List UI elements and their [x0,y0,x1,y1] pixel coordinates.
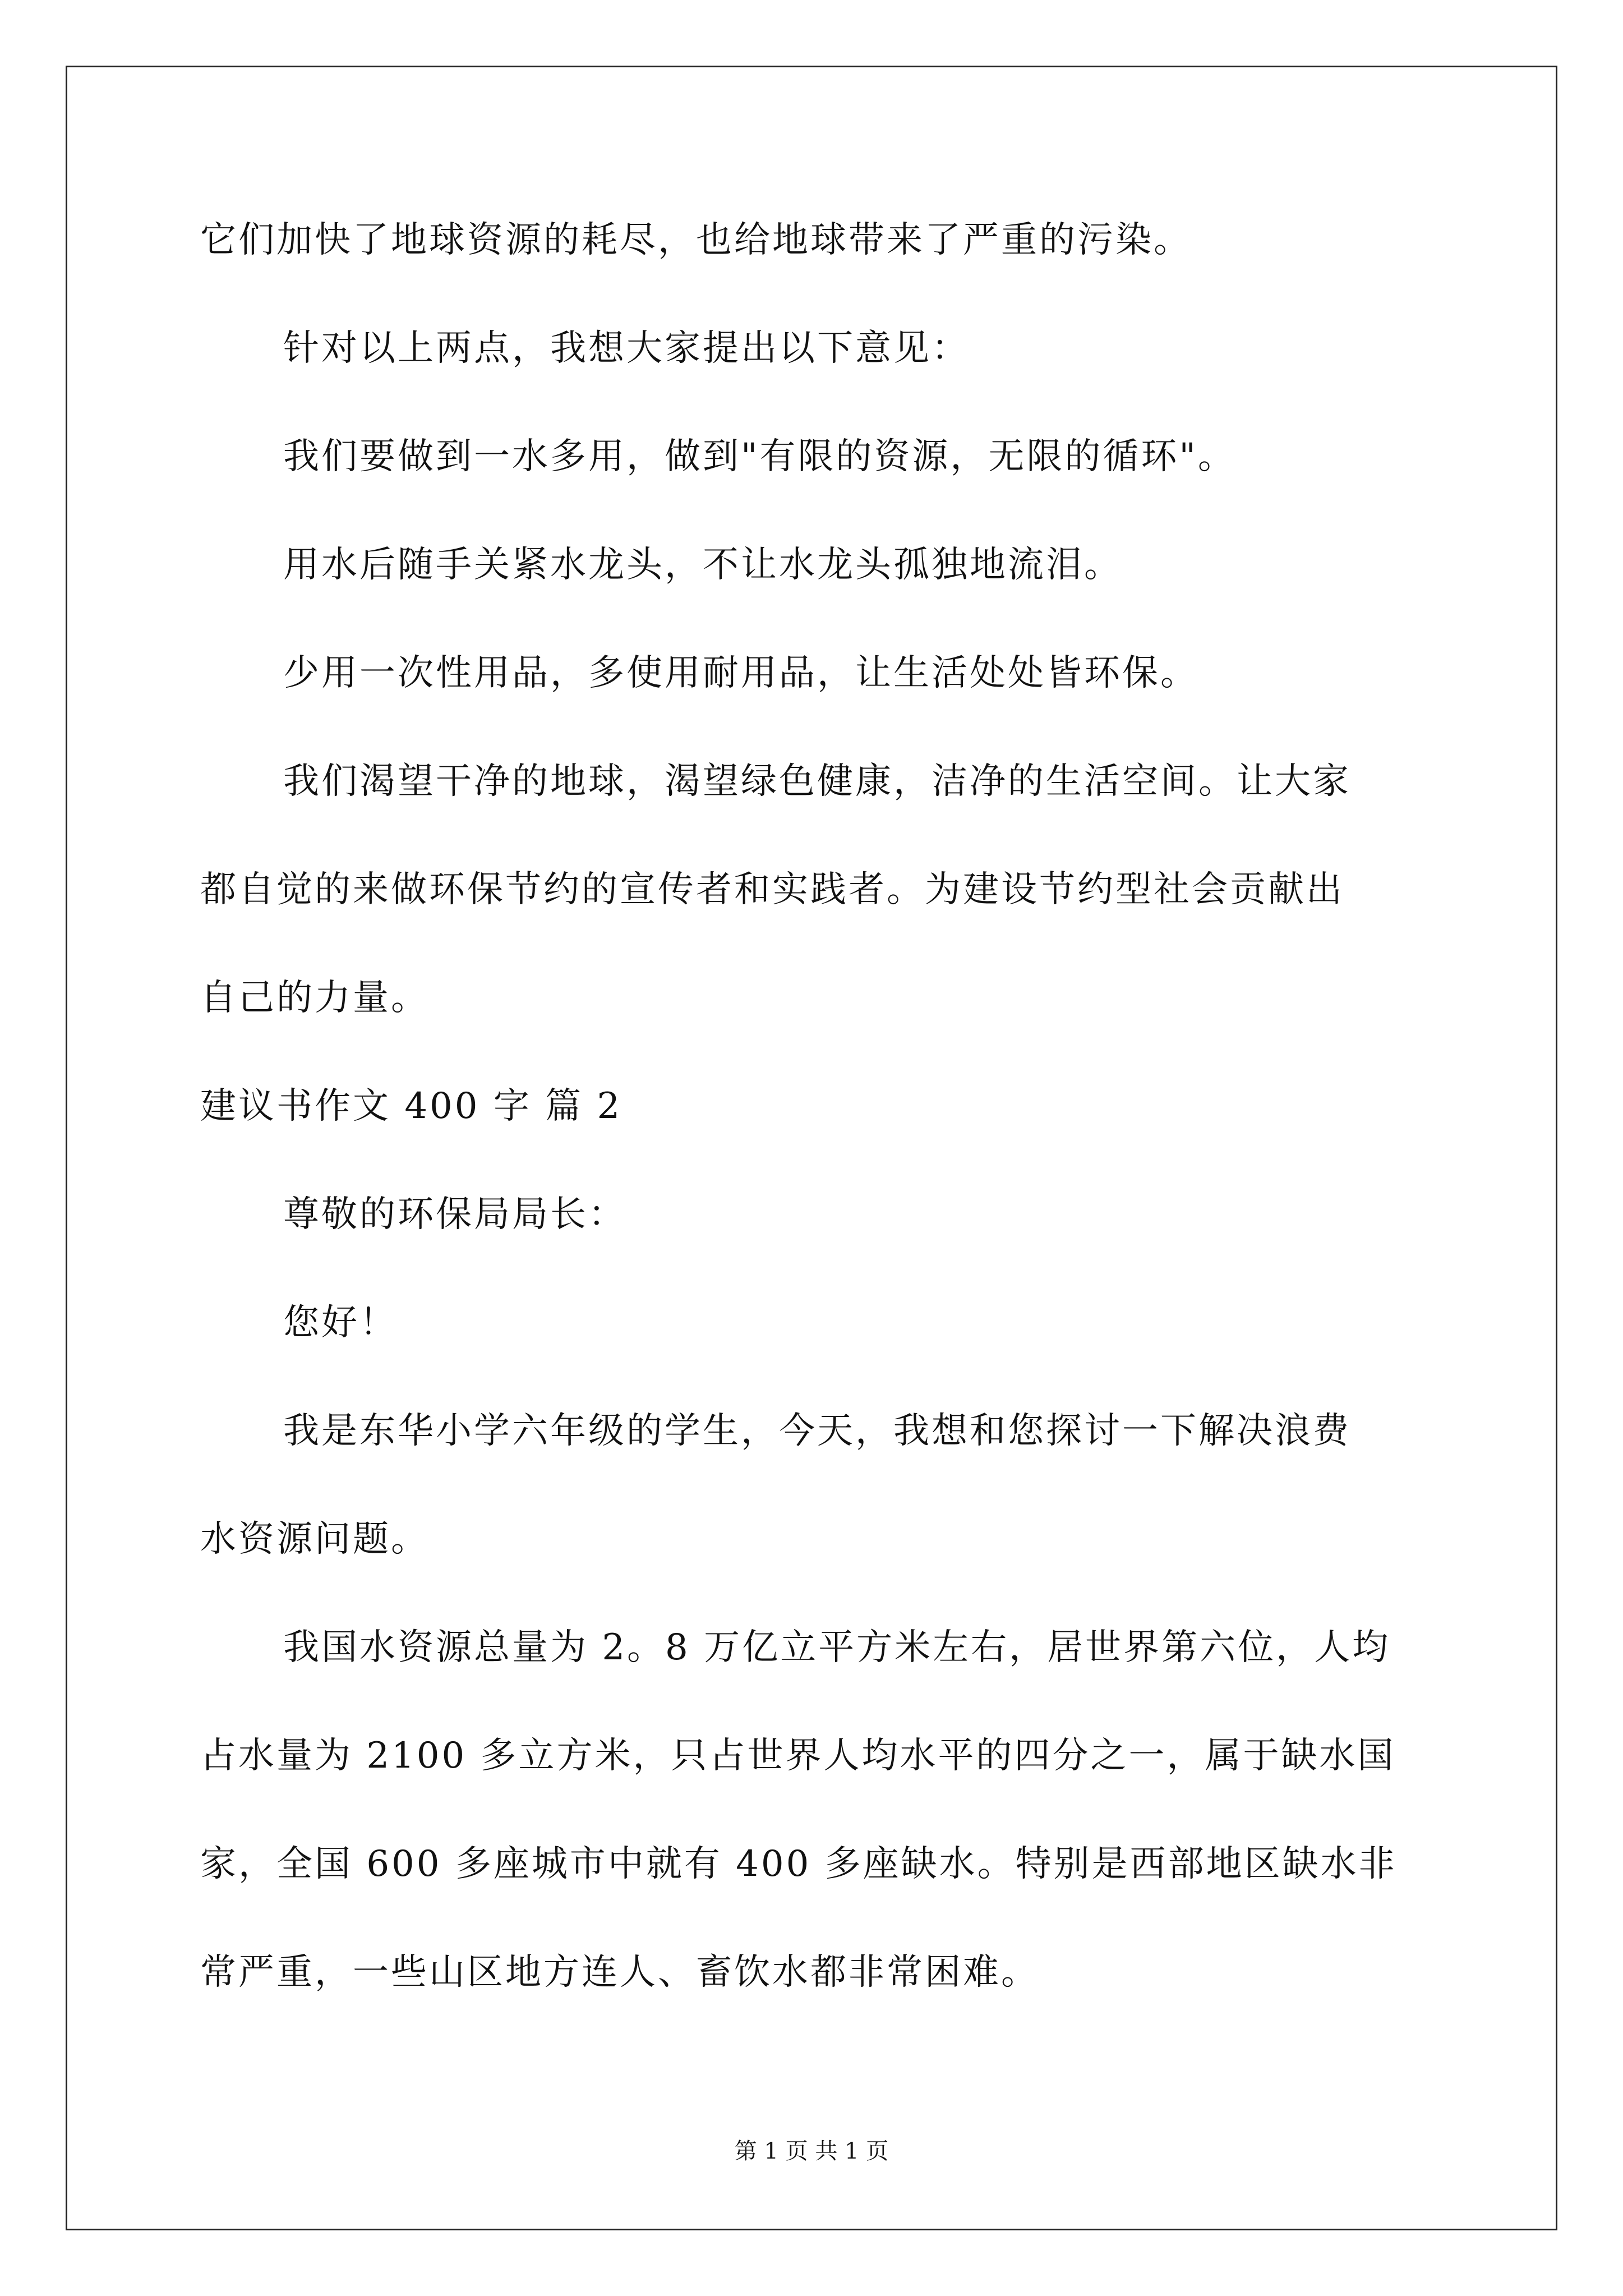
paragraph-line: 家，全国 600 多座城市中就有 400 多座缺水。特别是西部地区缺水非 [200,1843,1397,1885]
section-heading: 建议书作文 400 字 篇 2 [200,1085,623,1127]
salutation: 尊敬的环保局局长： [283,1194,626,1235]
page-border [66,66,1557,2230]
paragraph-line: 它们加快了地球资源的耗尽，也给地球带来了严重的污染。 [200,219,1192,261]
paragraph-line: 占水量为 2100 多立方米，只占世界人均水平的四分之一，属于缺水国 [200,1735,1396,1777]
paragraph-line: 用水后随手关紧水龙头，不让水龙头孤独地流泪。 [283,544,1122,586]
paragraph-line: 都自觉的来做环保节约的宣传者和实践者。为建设节约型社会贡献出 [200,869,1344,910]
paragraph-line: 自己的力量。 [200,977,429,1019]
paragraph-line: 我们渴望干净的地球，渴望绿色健康，洁净的生活空间。让大家 [283,761,1351,802]
paragraph-line: 少用一次性用品，多使用耐用品，让生活处处皆环保。 [283,652,1198,694]
paragraph-line: 我们要做到一水多用，做到"有限的资源，无限的循环"。 [283,436,1236,477]
paragraph-line: 水资源问题。 [200,1519,429,1560]
paragraph-line: 常严重，一些山区地方连人、畜饮水都非常困难。 [200,1952,1039,1993]
greeting: 您好！ [283,1302,398,1343]
paragraph-line: 针对以上两点，我想大家提出以下意见： [283,328,970,369]
paragraph-line: 我是东华小学六年级的学生，今天，我想和您探讨一下解决浪费 [283,1410,1351,1452]
page-number-footer: 第 1 页 共 1 页 [734,2138,889,2164]
paragraph-line: 我国水资源总量为 2。8 万亿立平方米左右，居世界第六位，人均 [283,1627,1391,1668]
